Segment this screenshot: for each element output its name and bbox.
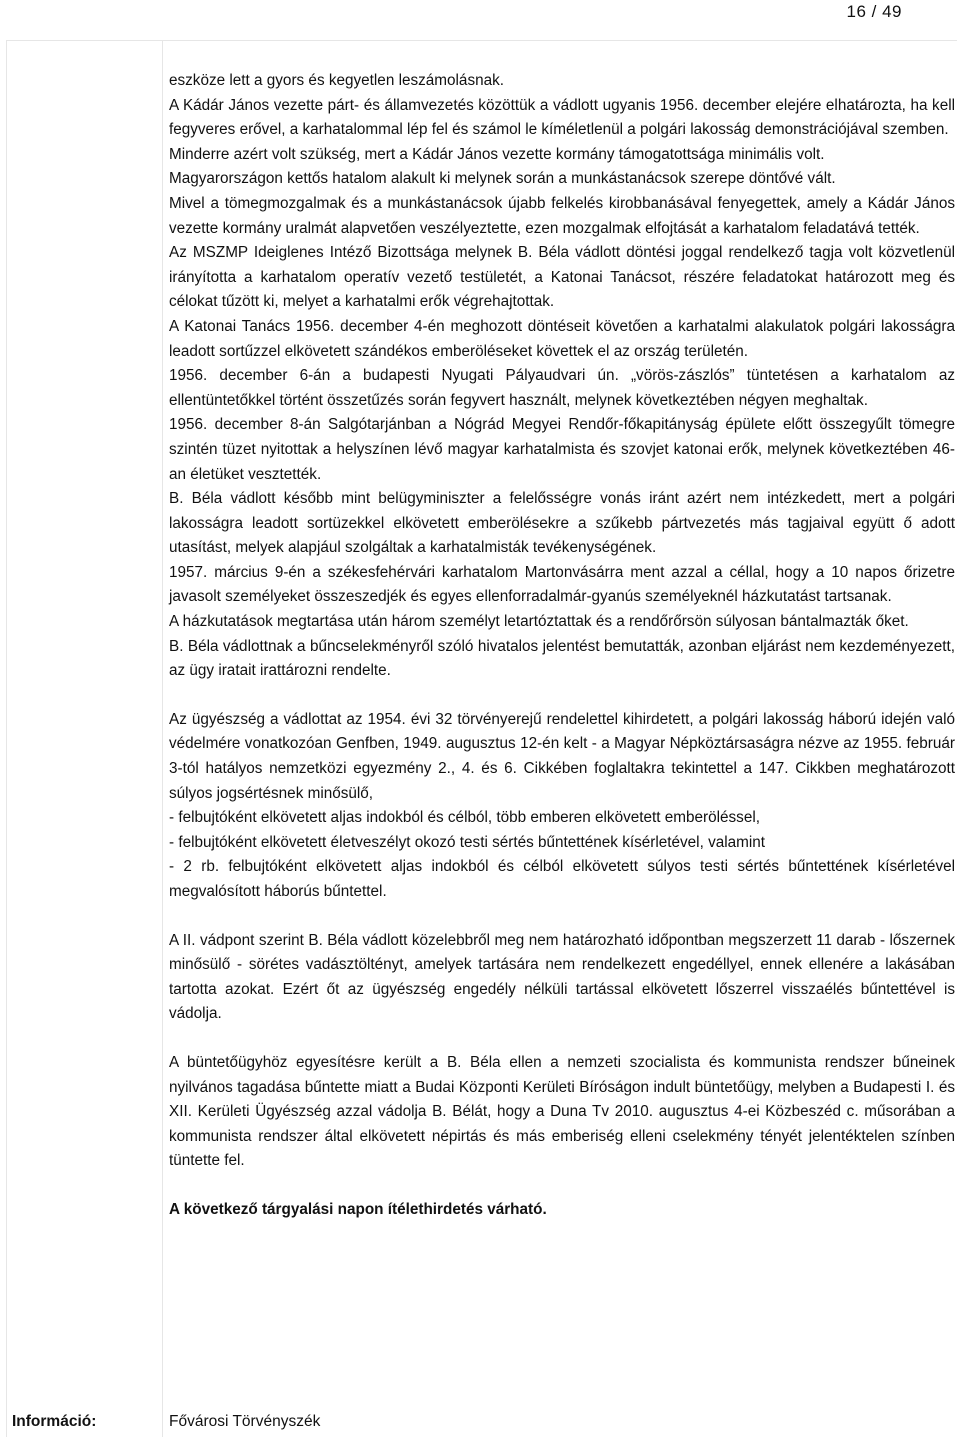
spacer (169, 905, 955, 929)
label-column (7, 41, 162, 1437)
paragraph: Az MSZMP Ideiglenes Intéző Bizottsága melynek B. Béla vádlott döntési joggal rendelkező tagja volt közvetlenül irányította a karhatalom operatív vezető testületét, a Katonai Tanácsot, részére feladatokat határozott meg és célokat tűzött ki, melyet a karhatalmi erők végrehajtottak. (169, 244, 955, 311)
page-number: 16 / 49 (846, 2, 902, 21)
charge-item: - felbujtóként elkövetett aljas indokból és célból, több emberen elkövetett emberöléssel, (169, 809, 760, 827)
paragraph: A Katonai Tanács 1956. december 4-én meghozott döntéseit követően a karhatalmi alakulatok polgári lakosságra leadott sortűzzel elkövetett szándékos emberöléseket követtek el az ország területén. (169, 317, 955, 360)
spacer (169, 684, 955, 708)
page-header (0, 0, 960, 28)
column-divider (162, 41, 163, 1437)
paragraph: Mivel a tömegmozgalmak és a munkástanácsok újabb felkelés kirobbanásával fenyegettek, amely a Kádár János vezette kormány uralmát alapvetően veszélyeztette, ezen mozgalmak elfojtását a karhatalom feladatává tették. (169, 194, 955, 237)
paragraph: A Kádár János vezette párt- és államvezetés közöttük a vádlott ugyanis 1956. december elejére elhatározta, ha kell fegyveres erővel, a karhatalommal lép fel és számol le kíméletlenül a polgári lakosság demonstrációjával szemben. (169, 96, 955, 139)
paragraph: A házkutatások megtartása után három személyt letartóztattak és a rendőrőrsön súlyosan bántalmazták őket. (169, 613, 909, 631)
joined-case-paragraph: A büntetőügyhöz egyesítésre került a B. Béla ellen a nemzeti szocialista és kommunista rendszer bűneinek nyilvános tagadása bűntette miatt a Budai Központi Kerületi Bíróságon indult büntetőügy, melyben a Budapesti I. és XII. Kerületi Ügyészség azzal vádolja B. Bélát, hogy a Duna Tv 2010. augusztus 4-ei Közbeszéd c. műsorában a kommunista rendszer által elkövetett népirtás és más emberiség elleni cselekmény tényét jelentéktelen színben tüntette fel. (169, 1053, 955, 1170)
paragraph: Minderre azért volt szükség, mert a Kádár János vezette kormány támogatottsága minimális volt. (169, 145, 825, 163)
court-name: Fővárosi Törvényszék (169, 1413, 321, 1430)
paragraph: B. Béla vádlott később mint belügyminiszter a felelősségre vonás iránt azért nem intézkedett, mert a polgári lakosságra leadott sortüzekkel elkövetett emberölésekre a szűkebb pártvezetés más tagjaival együtt ő adott utasítást, melyek alapjául szolgáltak a karhatalmisták tevékenységének. (169, 490, 955, 557)
next-hearing-notice: A következő tárgyalási napon ítélethirdetés várható. (169, 1200, 547, 1218)
paragraph: eszköze lett a gyors és kegyetlen leszámolásnak. (169, 72, 505, 89)
paragraph: 1957. március 9-én a székesfehérvári karhatalom Martonvásárra ment azzal a céllal, hogy a 10 napos őrizetre javasolt személyeket összeszedjék és egyes ellenforradalmár-gyanús személyeknél házkutatást tartsanak. (169, 563, 955, 606)
paragraph: Magyarországon kettős hatalom alakult ki melynek során a munkástanácsok szerepe döntővé vált. (169, 170, 836, 188)
paragraph: 1956. december 8-án Salgótarjánban a Nógrád Megyei Rendőr-főkapitányság épülete előtt összegyűlt tömegre szintén tüzet nyitottak a helyszínen lévő magyar karhatalmista és szovjet katonai erők, melynek következtében 46-an életüket vesztették. (169, 416, 955, 483)
document-body (169, 69, 955, 1223)
charge-item: - felbujtóként elkövetett életveszélyt okozó testi sértés bűntettének kísérletével, valamint (169, 833, 766, 851)
second-charge-paragraph: A II. vádpont szerint B. Béla vádlott közelebbről meg nem határozható időpontban megszerzett 11 darab - lőszernek minősülő - sörétes vadásztöltényt, amelyek tartására nem rendelkezett engedéllyel, ennek ellenére a lakásában tartotta azokat. Ezért őt az ügyészség engedély nélküli tartással elkövetett lőszerrel visszaélés bűntettével is vádolja. (169, 931, 955, 1023)
document-table (6, 40, 957, 1437)
paragraph: B. Béla vádlottnak a bűncselekményről szóló hivatalos jelentést bemutatták, azonban eljárást nem kezdeményezett, az ügy iratait irattározni rendelte. (169, 637, 955, 680)
paragraph: 1956. december 6-án a budapesti Nyugati Pályaudvari ún. „vörös-zászlós” tüntetésen a karhatalom az ellentüntetőkkel történt összetűzés során fegyvert használt, melynek következtében négyen meghaltak. (169, 367, 955, 409)
spacer (169, 1027, 955, 1051)
info-label: Információ: (12, 1413, 97, 1430)
charges-intro: Az ügyészség a vádlottat az 1954. évi 32 törvényerejű rendelettel kihirdetett, a polgári lakosság háború idején való védelmére vonatkozóan Genfben, 1949. augusztus 12-én kelt - a Magyar Népköztársaságra nézve az 1955. február 3-tól hatályos nemzetközi egyezmény 2., 4. és 6. Cikkében foglaltakra tekintettel a 147. Cikkben meghatározott súlyos jogsértésnek minősülő, (169, 710, 955, 802)
charge-item: - 2 rb. felbujtóként elkövetett aljas indokból és célból elkövetett súlyos testi sértés bűntettének kísérletével megvalósított háborús bűntettel. (169, 858, 955, 900)
spacer (169, 1174, 955, 1198)
